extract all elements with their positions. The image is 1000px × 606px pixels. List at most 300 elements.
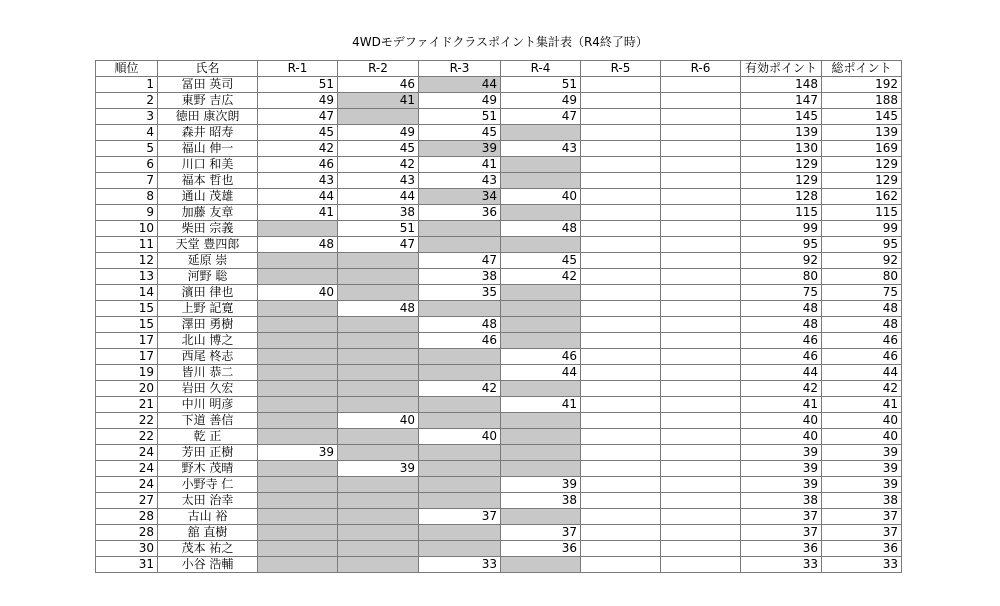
- table-row: [96, 477, 902, 493]
- r1-points-cell: 40: [258, 285, 338, 301]
- header-rank: 順位: [96, 61, 158, 77]
- r3-points-cell: 49: [419, 93, 501, 109]
- r5-points-cell: [581, 125, 661, 141]
- r2-points-cell: [338, 349, 419, 365]
- rank-cell: 15: [96, 317, 158, 333]
- r5-points-cell: [581, 557, 661, 573]
- r6-points-cell: [661, 221, 741, 237]
- rank-cell: 17: [96, 333, 158, 349]
- r6-points-cell: [661, 237, 741, 253]
- rank-cell: 31: [96, 557, 158, 573]
- r4-points-cell: 40: [501, 189, 581, 205]
- r1-points-cell: [258, 397, 338, 413]
- header-row: [96, 61, 902, 77]
- r3-points-cell: 40: [419, 429, 501, 445]
- table-row: [96, 381, 902, 397]
- name-cell: 乾 正: [158, 429, 258, 445]
- r3-points-cell: 46: [419, 333, 501, 349]
- total-points-cell: 192: [822, 77, 902, 93]
- r1-points-cell: 46: [258, 157, 338, 173]
- r6-points-cell: [661, 525, 741, 541]
- valid-points-cell: 38: [741, 493, 822, 509]
- points-table: [95, 60, 902, 573]
- name-cell: 小谷 浩輔: [158, 557, 258, 573]
- r4-points-cell: 38: [501, 493, 581, 509]
- r4-points-cell: [501, 509, 581, 525]
- r4-points-cell: [501, 381, 581, 397]
- total-points-cell: 188: [822, 93, 902, 109]
- valid-points-cell: 95: [741, 237, 822, 253]
- header-valid-points: 有効ポイント: [741, 61, 822, 77]
- rank-cell: 19: [96, 365, 158, 381]
- rank-cell: 24: [96, 477, 158, 493]
- name-cell: 川口 和美: [158, 157, 258, 173]
- r2-points-cell: [338, 365, 419, 381]
- r1-points-cell: 39: [258, 445, 338, 461]
- valid-points-cell: 99: [741, 221, 822, 237]
- table-row: [96, 557, 902, 573]
- r6-points-cell: [661, 381, 741, 397]
- total-points-cell: 39: [822, 445, 902, 461]
- r2-points-cell: [338, 429, 419, 445]
- valid-points-cell: 128: [741, 189, 822, 205]
- total-points-cell: 129: [822, 173, 902, 189]
- r1-points-cell: [258, 349, 338, 365]
- rank-cell: 13: [96, 269, 158, 285]
- total-points-cell: 145: [822, 109, 902, 125]
- r5-points-cell: [581, 349, 661, 365]
- rank-cell: 27: [96, 493, 158, 509]
- r6-points-cell: [661, 141, 741, 157]
- r5-points-cell: [581, 237, 661, 253]
- r5-points-cell: [581, 77, 661, 93]
- r4-points-cell: [501, 317, 581, 333]
- r2-points-cell: [338, 557, 419, 573]
- r1-points-cell: [258, 301, 338, 317]
- r4-points-cell: 43: [501, 141, 581, 157]
- table-row: [96, 413, 902, 429]
- r6-points-cell: [661, 301, 741, 317]
- rank-cell: 14: [96, 285, 158, 301]
- valid-points-cell: 37: [741, 525, 822, 541]
- r1-points-cell: 41: [258, 205, 338, 221]
- r6-points-cell: [661, 429, 741, 445]
- r6-points-cell: [661, 157, 741, 173]
- table-row: [96, 269, 902, 285]
- r6-points-cell: [661, 109, 741, 125]
- total-points-cell: 33: [822, 557, 902, 573]
- r1-points-cell: 42: [258, 141, 338, 157]
- r2-points-cell: 51: [338, 221, 419, 237]
- r1-points-cell: [258, 541, 338, 557]
- rank-cell: 10: [96, 221, 158, 237]
- r4-points-cell: [501, 429, 581, 445]
- r3-points-cell: 39: [419, 141, 501, 157]
- rank-cell: 8: [96, 189, 158, 205]
- table-row: [96, 125, 902, 141]
- table-row: [96, 93, 902, 109]
- rank-cell: 2: [96, 93, 158, 109]
- rank-cell: 5: [96, 141, 158, 157]
- name-cell: 河野 聡: [158, 269, 258, 285]
- r4-points-cell: [501, 413, 581, 429]
- header-r6: R-6: [661, 61, 741, 77]
- rank-cell: 30: [96, 541, 158, 557]
- r2-points-cell: 46: [338, 77, 419, 93]
- rank-cell: 3: [96, 109, 158, 125]
- r6-points-cell: [661, 269, 741, 285]
- name-cell: 古山 裕: [158, 509, 258, 525]
- total-points-cell: 75: [822, 285, 902, 301]
- name-cell: 岩田 久宏: [158, 381, 258, 397]
- r6-points-cell: [661, 493, 741, 509]
- valid-points-cell: 139: [741, 125, 822, 141]
- r5-points-cell: [581, 429, 661, 445]
- rank-cell: 9: [96, 205, 158, 221]
- r6-points-cell: [661, 333, 741, 349]
- r2-points-cell: [338, 509, 419, 525]
- valid-points-cell: 39: [741, 461, 822, 477]
- name-cell: 福山 伸一: [158, 141, 258, 157]
- rank-cell: 21: [96, 397, 158, 413]
- name-cell: 加藤 友章: [158, 205, 258, 221]
- name-cell: 柴田 宗義: [158, 221, 258, 237]
- r2-points-cell: [338, 317, 419, 333]
- r5-points-cell: [581, 493, 661, 509]
- table-row: [96, 317, 902, 333]
- table-row: [96, 77, 902, 93]
- r4-points-cell: 41: [501, 397, 581, 413]
- total-points-cell: 46: [822, 349, 902, 365]
- r5-points-cell: [581, 541, 661, 557]
- name-cell: 福本 哲也: [158, 173, 258, 189]
- table-row: [96, 397, 902, 413]
- valid-points-cell: 80: [741, 269, 822, 285]
- r5-points-cell: [581, 269, 661, 285]
- r5-points-cell: [581, 141, 661, 157]
- r4-points-cell: 37: [501, 525, 581, 541]
- r1-points-cell: 48: [258, 237, 338, 253]
- name-cell: 北山 博之: [158, 333, 258, 349]
- rank-cell: 12: [96, 253, 158, 269]
- table-row: [96, 157, 902, 173]
- r3-points-cell: 51: [419, 109, 501, 125]
- r4-points-cell: [501, 285, 581, 301]
- name-cell: 東野 吉広: [158, 93, 258, 109]
- r4-points-cell: 51: [501, 77, 581, 93]
- rank-cell: 15: [96, 301, 158, 317]
- r6-points-cell: [661, 461, 741, 477]
- r2-points-cell: [338, 397, 419, 413]
- r2-points-cell: [338, 285, 419, 301]
- rank-cell: 17: [96, 349, 158, 365]
- r3-points-cell: [419, 445, 501, 461]
- table-row: [96, 349, 902, 365]
- table-row: [96, 189, 902, 205]
- r1-points-cell: [258, 269, 338, 285]
- r4-points-cell: [501, 157, 581, 173]
- name-cell: 中川 明彦: [158, 397, 258, 413]
- table-row: [96, 237, 902, 253]
- table-row: [96, 461, 902, 477]
- total-points-cell: 169: [822, 141, 902, 157]
- name-cell: 茂本 祐之: [158, 541, 258, 557]
- r4-points-cell: 46: [501, 349, 581, 365]
- r4-points-cell: [501, 205, 581, 221]
- total-points-cell: 80: [822, 269, 902, 285]
- total-points-cell: 48: [822, 301, 902, 317]
- name-cell: 延原 崇: [158, 253, 258, 269]
- r2-points-cell: 45: [338, 141, 419, 157]
- total-points-cell: 40: [822, 413, 902, 429]
- valid-points-cell: 39: [741, 477, 822, 493]
- valid-points-cell: 145: [741, 109, 822, 125]
- total-points-cell: 39: [822, 477, 902, 493]
- r5-points-cell: [581, 157, 661, 173]
- table-row: [96, 205, 902, 221]
- valid-points-cell: 39: [741, 445, 822, 461]
- r6-points-cell: [661, 285, 741, 301]
- r4-points-cell: 42: [501, 269, 581, 285]
- header-r5: R-5: [581, 61, 661, 77]
- r4-points-cell: [501, 461, 581, 477]
- valid-points-cell: 41: [741, 397, 822, 413]
- total-points-cell: 37: [822, 525, 902, 541]
- header-total-points: 総ポイント: [822, 61, 902, 77]
- rank-cell: 28: [96, 525, 158, 541]
- table-row: [96, 541, 902, 557]
- rank-cell: 28: [96, 509, 158, 525]
- r6-points-cell: [661, 541, 741, 557]
- r2-points-cell: 41: [338, 93, 419, 109]
- valid-points-cell: 129: [741, 173, 822, 189]
- table-row: [96, 525, 902, 541]
- r5-points-cell: [581, 173, 661, 189]
- table-row: [96, 509, 902, 525]
- r2-points-cell: 39: [338, 461, 419, 477]
- r3-points-cell: [419, 541, 501, 557]
- total-points-cell: 38: [822, 493, 902, 509]
- r2-points-cell: [338, 541, 419, 557]
- r1-points-cell: [258, 365, 338, 381]
- r5-points-cell: [581, 381, 661, 397]
- table-row: [96, 429, 902, 445]
- r3-points-cell: [419, 493, 501, 509]
- r3-points-cell: 44: [419, 77, 501, 93]
- r2-points-cell: 43: [338, 173, 419, 189]
- r1-points-cell: 44: [258, 189, 338, 205]
- r6-points-cell: [661, 77, 741, 93]
- r5-points-cell: [581, 285, 661, 301]
- valid-points-cell: 148: [741, 77, 822, 93]
- total-points-cell: 41: [822, 397, 902, 413]
- r4-points-cell: 48: [501, 221, 581, 237]
- r1-points-cell: [258, 557, 338, 573]
- r5-points-cell: [581, 445, 661, 461]
- r3-points-cell: 33: [419, 557, 501, 573]
- total-points-cell: 48: [822, 317, 902, 333]
- r6-points-cell: [661, 317, 741, 333]
- r4-points-cell: [501, 445, 581, 461]
- r1-points-cell: [258, 221, 338, 237]
- r3-points-cell: [419, 365, 501, 381]
- r1-points-cell: [258, 509, 338, 525]
- r5-points-cell: [581, 333, 661, 349]
- r3-points-cell: 48: [419, 317, 501, 333]
- r6-points-cell: [661, 413, 741, 429]
- r6-points-cell: [661, 445, 741, 461]
- r2-points-cell: [338, 445, 419, 461]
- r5-points-cell: [581, 189, 661, 205]
- r2-points-cell: [338, 477, 419, 493]
- r4-points-cell: 44: [501, 365, 581, 381]
- table-row: [96, 141, 902, 157]
- rank-cell: 20: [96, 381, 158, 397]
- valid-points-cell: 130: [741, 141, 822, 157]
- r3-points-cell: [419, 525, 501, 541]
- total-points-cell: 46: [822, 333, 902, 349]
- r2-points-cell: [338, 333, 419, 349]
- total-points-cell: 42: [822, 381, 902, 397]
- r3-points-cell: 38: [419, 269, 501, 285]
- r3-points-cell: 36: [419, 205, 501, 221]
- valid-points-cell: 48: [741, 301, 822, 317]
- r1-points-cell: [258, 429, 338, 445]
- name-cell: 徳田 康次朗: [158, 109, 258, 125]
- valid-points-cell: 33: [741, 557, 822, 573]
- total-points-cell: 139: [822, 125, 902, 141]
- name-cell: 天堂 豊四郎: [158, 237, 258, 253]
- total-points-cell: 37: [822, 509, 902, 525]
- sheet-title: 4WDモデファイドクラスポイント集計表（R4終了時）: [352, 35, 648, 49]
- r3-points-cell: [419, 461, 501, 477]
- table-row: [96, 445, 902, 461]
- r5-points-cell: [581, 205, 661, 221]
- total-points-cell: 162: [822, 189, 902, 205]
- r4-points-cell: [501, 237, 581, 253]
- r2-points-cell: [338, 253, 419, 269]
- header-r1: R-1: [258, 61, 338, 77]
- r4-points-cell: 39: [501, 477, 581, 493]
- r5-points-cell: [581, 477, 661, 493]
- total-points-cell: 95: [822, 237, 902, 253]
- table-row: [96, 221, 902, 237]
- valid-points-cell: 40: [741, 413, 822, 429]
- r3-points-cell: [419, 349, 501, 365]
- total-points-cell: 99: [822, 221, 902, 237]
- name-cell: 下道 善信: [158, 413, 258, 429]
- valid-points-cell: 46: [741, 333, 822, 349]
- r1-points-cell: 49: [258, 93, 338, 109]
- table-row: [96, 173, 902, 189]
- name-cell: 冨田 英司: [158, 77, 258, 93]
- r2-points-cell: 49: [338, 125, 419, 141]
- r4-points-cell: [501, 301, 581, 317]
- r3-points-cell: [419, 301, 501, 317]
- r1-points-cell: [258, 461, 338, 477]
- r3-points-cell: 47: [419, 253, 501, 269]
- table-row: [96, 493, 902, 509]
- r6-points-cell: [661, 93, 741, 109]
- r4-points-cell: [501, 173, 581, 189]
- rank-cell: 22: [96, 429, 158, 445]
- r6-points-cell: [661, 477, 741, 493]
- r3-points-cell: [419, 477, 501, 493]
- r6-points-cell: [661, 125, 741, 141]
- r1-points-cell: [258, 525, 338, 541]
- name-cell: 芳田 正樹: [158, 445, 258, 461]
- r4-points-cell: [501, 333, 581, 349]
- valid-points-cell: 129: [741, 157, 822, 173]
- r4-points-cell: 47: [501, 109, 581, 125]
- valid-points-cell: 46: [741, 349, 822, 365]
- r1-points-cell: [258, 381, 338, 397]
- r5-points-cell: [581, 109, 661, 125]
- name-cell: 太田 治幸: [158, 493, 258, 509]
- r3-points-cell: [419, 221, 501, 237]
- rank-cell: 7: [96, 173, 158, 189]
- total-points-cell: 36: [822, 541, 902, 557]
- r6-points-cell: [661, 509, 741, 525]
- r6-points-cell: [661, 253, 741, 269]
- header-r4: R-4: [501, 61, 581, 77]
- r1-points-cell: [258, 253, 338, 269]
- table-row: [96, 301, 902, 317]
- total-points-cell: 115: [822, 205, 902, 221]
- r3-points-cell: [419, 237, 501, 253]
- r2-points-cell: [338, 525, 419, 541]
- r1-points-cell: [258, 493, 338, 509]
- r6-points-cell: [661, 365, 741, 381]
- header-r3: R-3: [419, 61, 501, 77]
- r6-points-cell: [661, 349, 741, 365]
- r5-points-cell: [581, 317, 661, 333]
- r3-points-cell: 35: [419, 285, 501, 301]
- name-cell: 皆川 恭二: [158, 365, 258, 381]
- name-cell: 野木 茂晴: [158, 461, 258, 477]
- r5-points-cell: [581, 253, 661, 269]
- r5-points-cell: [581, 365, 661, 381]
- r2-points-cell: 38: [338, 205, 419, 221]
- r2-points-cell: 44: [338, 189, 419, 205]
- rank-cell: 24: [96, 445, 158, 461]
- r4-points-cell: [501, 557, 581, 573]
- name-cell: 小野寺 仁: [158, 477, 258, 493]
- name-cell: 濱田 律也: [158, 285, 258, 301]
- r4-points-cell: 36: [501, 541, 581, 557]
- r6-points-cell: [661, 173, 741, 189]
- total-points-cell: 92: [822, 253, 902, 269]
- header-r2: R-2: [338, 61, 419, 77]
- name-cell: 森井 昭寿: [158, 125, 258, 141]
- r2-points-cell: [338, 493, 419, 509]
- r2-points-cell: 42: [338, 157, 419, 173]
- total-points-cell: 129: [822, 157, 902, 173]
- r4-points-cell: 45: [501, 253, 581, 269]
- r3-points-cell: [419, 413, 501, 429]
- r6-points-cell: [661, 397, 741, 413]
- rank-cell: 24: [96, 461, 158, 477]
- r3-points-cell: 42: [419, 381, 501, 397]
- r2-points-cell: 40: [338, 413, 419, 429]
- r1-points-cell: [258, 413, 338, 429]
- r3-points-cell: 34: [419, 189, 501, 205]
- valid-points-cell: 92: [741, 253, 822, 269]
- name-cell: 上野 記寛: [158, 301, 258, 317]
- valid-points-cell: 37: [741, 509, 822, 525]
- table-row: [96, 333, 902, 349]
- r3-points-cell: 43: [419, 173, 501, 189]
